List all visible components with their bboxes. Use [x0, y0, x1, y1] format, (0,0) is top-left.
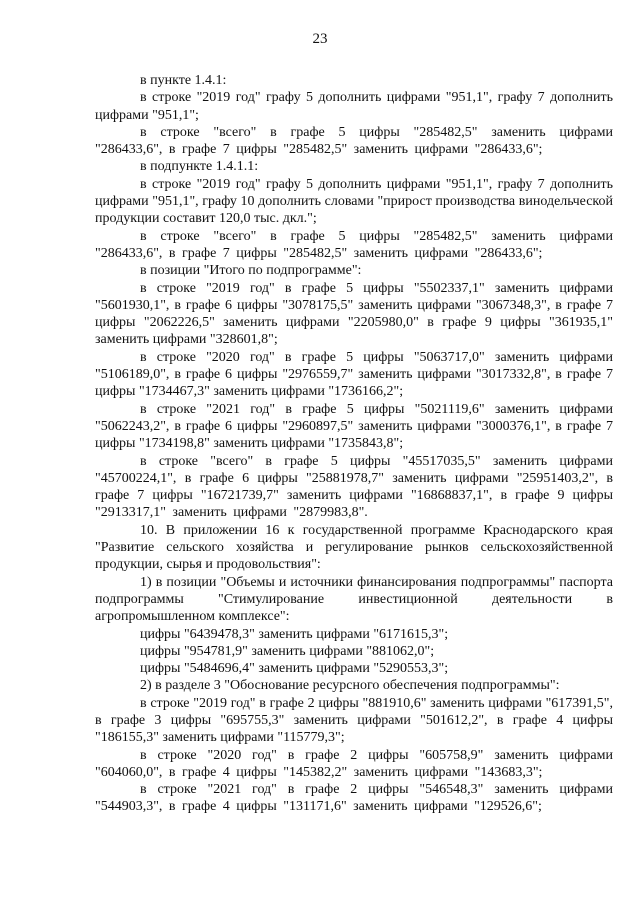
paragraph: в строке "2019 год" в графе 2 цифры "881910,6" заменить цифрами "617391,5", в графе 3 цифры "695755,3" заменить цифрами "501612,2", в графе 4 цифры "186155,3" заменить цифрами "115779,3"; [95, 695, 613, 746]
paragraph: в строке "2020 год" в графе 5 цифры "5063717,0" заменить цифрами "5106189,0", в графе 6 цифры "2976559,7" заменить цифрами "3017332,8", в графе 7 цифры "1734467,3" заменить цифрами "1736166,2"; [95, 349, 613, 400]
paragraph: в строке "2019 год" графу 5 дополнить цифрами "951,1", графу 7 дополнить цифрами "951,1"; [95, 90, 613, 123]
paragraph: в строке "2020 год" в графе 2 цифры "605758,9" заменить цифрами "604060,0", в графе 4 цифры "145382,2" заменить цифрами "143683,3"; [95, 747, 613, 780]
paragraph: 10. В приложении 16 к государственной программе Краснодарского края "Развитие сельского хозяйства и регулирование рынков сельскохозяйственной продукции, сырья и продовольствия": [95, 522, 613, 573]
paragraph: в строке "всего" в графе 5 цифры "285482,5" заменить цифрами "286433,6", в графе 7 цифры "285482,5" заменить цифрами "286433,6"; [95, 124, 613, 158]
paragraph: в строке "2019 год" в графе 5 цифры "5502337,1" заменить цифрами "5601930,1", в графе 6 цифры "3078175,5" заменить цифрами "3067348,3", в графе 7 цифры "2062226,5" заменить цифрами "2205980,0" в графе 9 цифры "361935,1" заменить цифрами "328601,8"; [95, 280, 613, 348]
document-body [95, 72, 613, 816]
paragraph: в строке "2021 год" в графе 5 цифры "5021119,6" заменить цифрами "5062243,2", в графе 6 цифры "2960897,5" заменить цифрами "3000376,1", в графе 7 цифры "1734198,8" заменить цифрами "1735843,8"; [95, 401, 613, 452]
paragraph: в строке "2021 год" в графе 2 цифры "546548,3" заменить цифрами "544903,3", в графе 4 цифры "131171,6" заменить цифрами "129526,6"; [95, 782, 613, 815]
paragraph: в строке "2019 год" графу 5 дополнить цифрами "951,1", графу 7 дополнить цифрами "951,1", графу 10 дополнить словами "прирост производства винодельческой продукции составит 120,0 тыс. дкл."; [95, 176, 613, 227]
paragraph: в строке "всего" в графе 5 цифры "45517035,5" заменить цифрами "45700224,1", в графе 6 цифры "25881978,7" заменить цифрами "25951403,2", в графе 7 цифры "16721739,7" заменить цифрами "16868837,1", в графе 9 цифры "2913317,1" заменить цифрами "2879983,8". [95, 453, 613, 521]
paragraph: 2) в разделе 3 "Обоснование ресурсного обеспечения подпрограммы": [140, 678, 560, 694]
paragraph: в пункте 1.4.1: [140, 73, 227, 88]
paragraph: 1) в позиции "Объемы и источники финансирования подпрограммы" паспорта подпрограммы "Стимулирование инвестиционной деятельности в агропромышленном комплексе": [95, 574, 613, 625]
paragraph: в подпункте 1.4.1.1: [140, 159, 259, 175]
paragraph: в строке "всего" в графе 5 цифры "285482,5" заменить цифрами "286433,6", в графе 7 цифры "285482,5" заменить цифрами "286433,6"; [95, 228, 613, 261]
paragraph: в позиции "Итого по подпрограмме": [140, 263, 362, 279]
paragraph: цифры "6439478,3" заменить цифрами "6171615,3"; [140, 626, 449, 642]
paragraph: цифры "5484696,4" заменить цифрами "5290553,3"; [140, 661, 449, 677]
paragraph: цифры "954781,9" заменить цифрами "881062,0"; [140, 643, 435, 659]
page-number: 23 [312, 31, 328, 47]
